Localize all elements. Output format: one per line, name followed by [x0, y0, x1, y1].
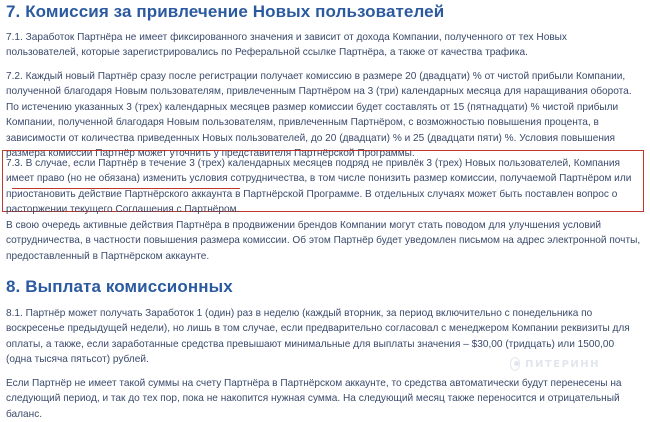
clause-7-3: 7.3. В случае, если Партнёр в течение 3 (трех) календарных месяцев подряд не привлёк 3 (трех) Новых пользователей, Компания имеет право (но не обязана) изменить условия сотрудничества, в том числе понизить размер комиссии, получаемой Партнёром или приостановить действие Партнёрского аккаунта в Партнёрской Программе. В отдельных случаях может быть поставлен вопрос о расторжении текущего Соглашения с Партнёром. — [6, 158, 632, 216]
clause-8-1-continued: Если Партнёр не имеет такой суммы на счету Партнёра в Партнёрском аккаунте, то средства автоматически будут перенесены на следующий период, и так до тех пор, пока не накопится нужная сумма. На следующий месяц также переносится и отрицательный баланс. — [6, 378, 622, 420]
clause-7-1: 7.1. Заработок Партнёра не имеет фиксированного значения и зависит от дохода Компании, полученного от тех Новых пользователей, которые зарегистрировались по Реферальной ссылке Партнёра, а также от качества трафика. — [6, 32, 567, 59]
clause-7-3-continued: В свою очередь активные действия Партнёра в продвижении брендов Компании могут стать поводом для улучшения условий сотрудничества, в частности повышения размера комиссии. Об этом Партнёр будет уведомлен письмом на адрес электронной почты, предоставленный в Партнёрском аккаунте. — [6, 220, 641, 262]
circle-logo-icon — [510, 357, 520, 371]
watermark — [510, 356, 600, 372]
clause-7-2: 7.2. Каждый новый Партнёр сразу после регистрации получает комиссию в размере 20 (двадцати) % от чистой прибыли Компании, полученной благодаря Новым пользователям, привлеченным Партнёром на 3 (три) календарных месяца для наращивания оборота. По истечению указанных 3 (трех) календарных месяцев размер комиссии будет составлять от 15 (пятнадцати) % чистой прибыли Компании, полученной благодаря Новым пользователям, привлеченным Партнёром, с возможностью повышения процента, в зависимости от количества приведенных Новых пользователей, до 20 (двадцати) % и 25 (двадцати пяти) %. Условия повышения размера комиссии Партнёр может уточнить у представителя Партнёрской Программы. — [6, 71, 632, 160]
watermark-text: ПИТЕРИНН — [525, 358, 600, 370]
clause-8-1: 8.1. Партнёр может получать Заработок 1 (один) раз в неделю (каждый вторник, за период включительно с понедельника по воскресенье предыдущей недели), но лишь в том случае, если предварительно согласовал с менеджером Компании реквизиты для оплаты, а также, если заработанные средства превышают минимальные для выплаты значения – $30,00 (тридцать) или 1500,00 (одна тысяча пятьсот) рублей. — [6, 308, 630, 366]
section-8-heading: 8. Выплата комиссионных — [6, 277, 233, 296]
highlight-underline — [12, 188, 240, 189]
section-7-heading: 7. Комиссия за привлечение Новых пользователей — [6, 2, 445, 21]
